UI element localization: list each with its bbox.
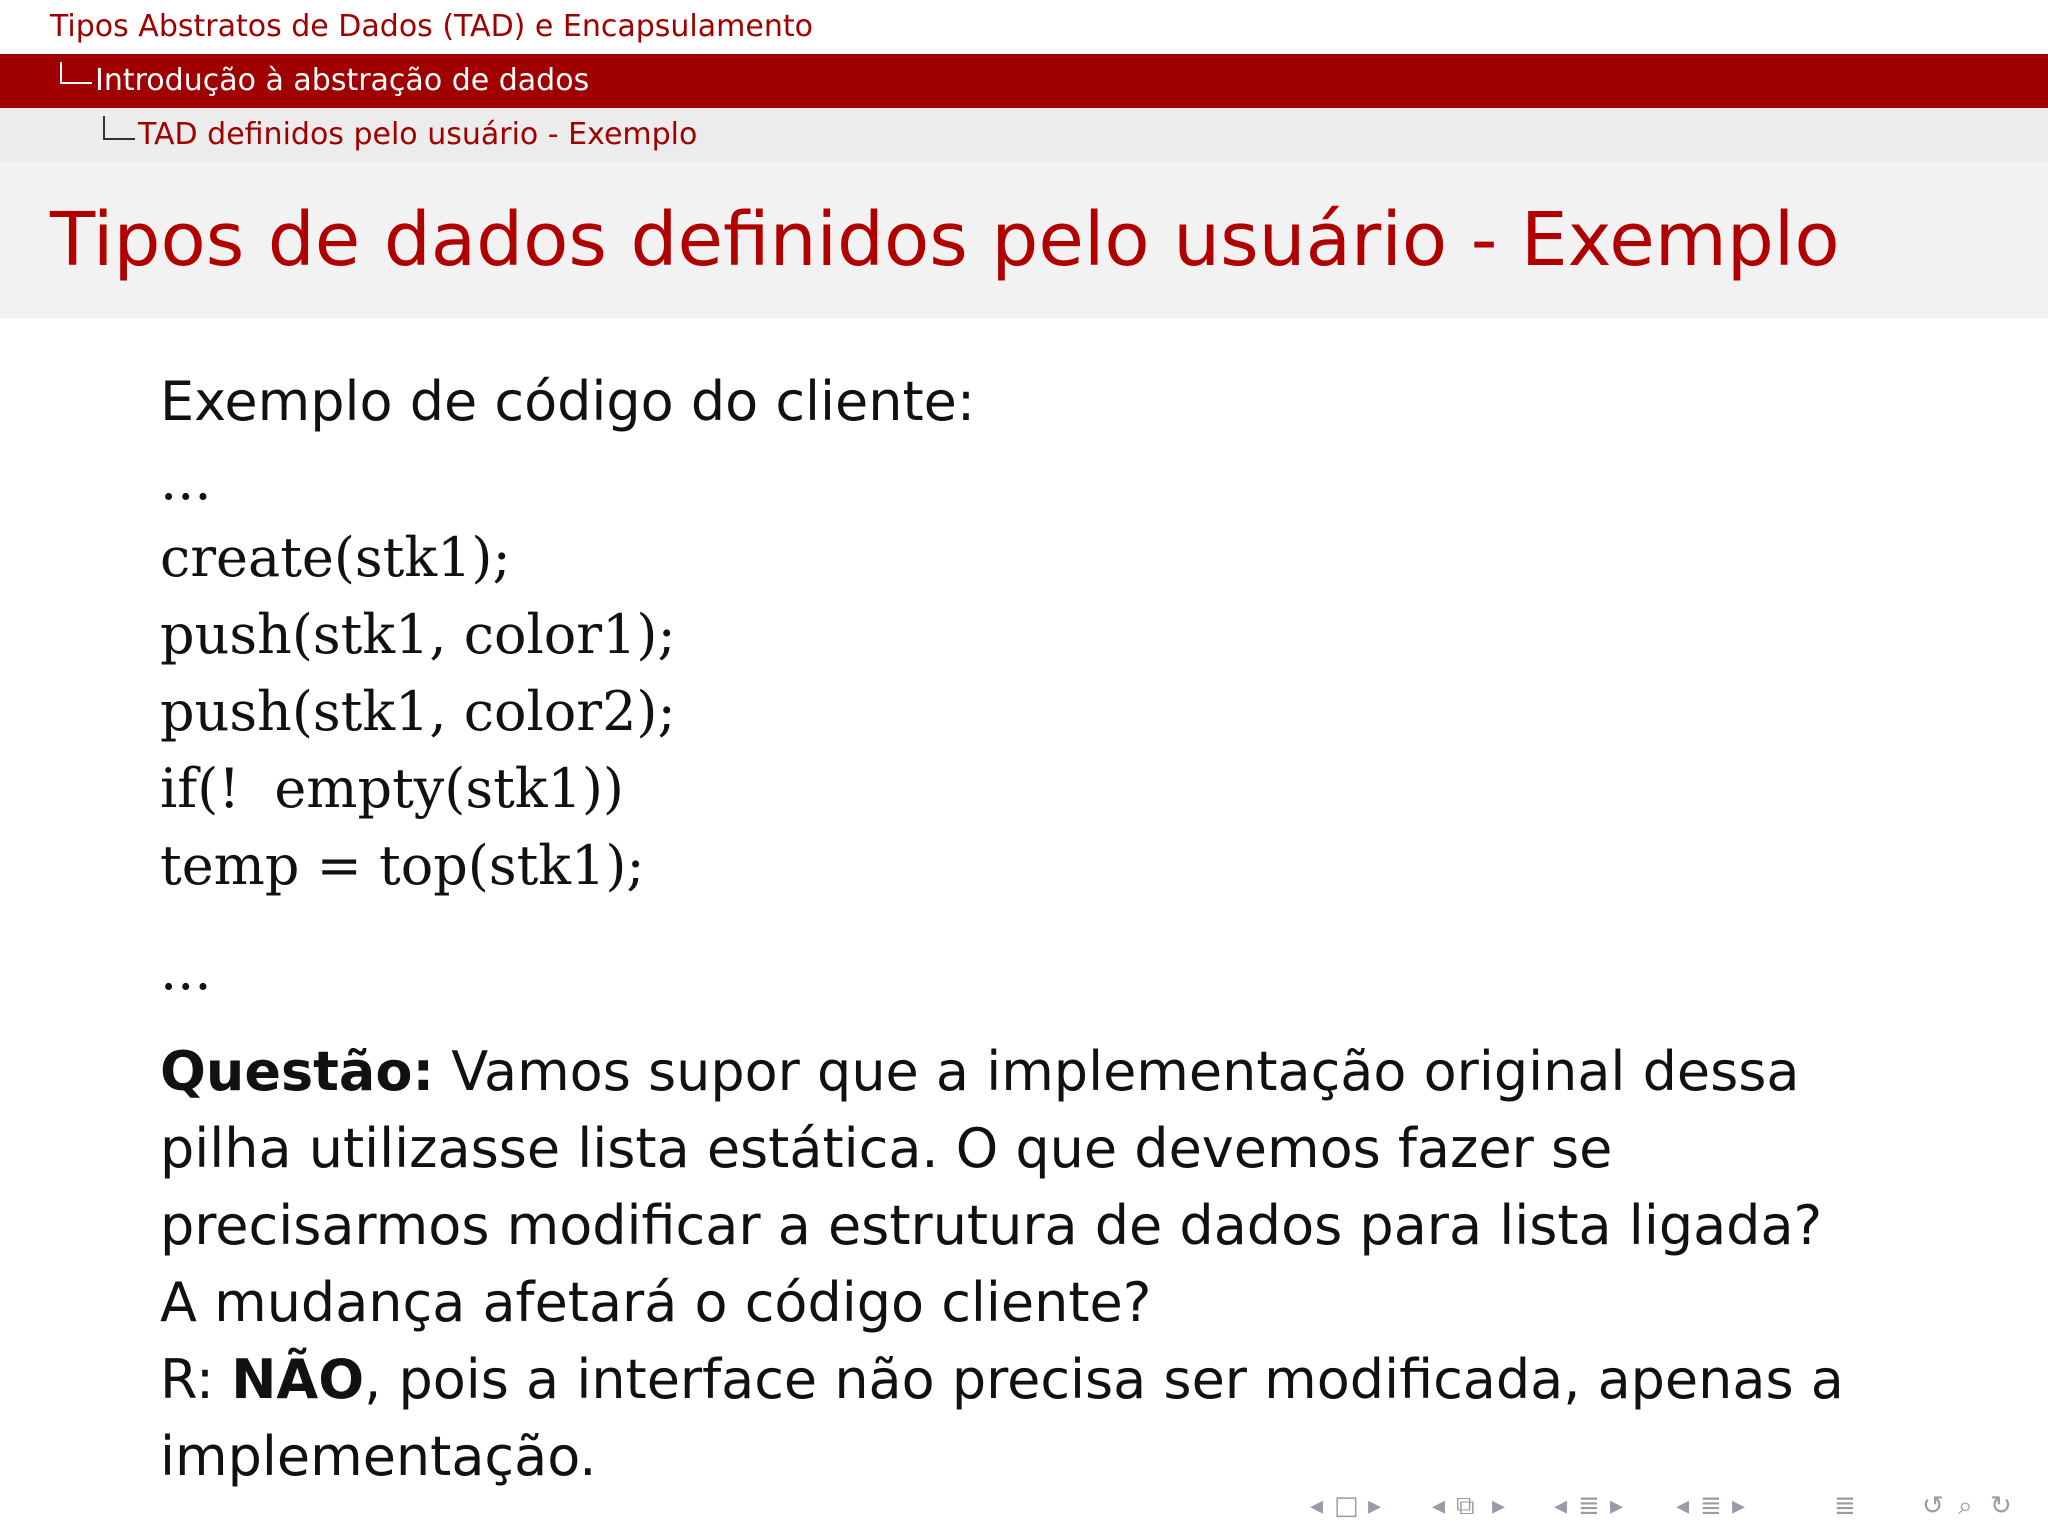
code-block xyxy=(160,442,1960,1009)
nav-prev-section-icon[interactable]: ◂ xyxy=(1554,1491,1568,1521)
header-section-row xyxy=(0,0,2048,54)
nav-toc-icon[interactable]: ≣ xyxy=(1834,1491,1856,1521)
nav-forward-icon[interactable]: ↻ xyxy=(1990,1491,2012,1521)
header-section-link[interactable]: Tipos Abstratos de Dados (TAD) e Encapsulamento xyxy=(50,9,813,44)
frame-title-band xyxy=(0,162,2048,318)
nav-next-subsection-icon[interactable]: ▸ xyxy=(1492,1491,1506,1521)
nav-next-frame-icon[interactable]: ▸ xyxy=(1368,1491,1382,1521)
slide-body xyxy=(160,362,1960,1495)
nav-frame-icon[interactable]: □ xyxy=(1334,1491,1359,1521)
answer-paragraph xyxy=(160,1341,1860,1495)
header-subsection-link[interactable]: Introdução à abstração de dados xyxy=(95,63,590,98)
question-label: Questão: xyxy=(160,1040,435,1103)
tree-connector xyxy=(103,116,135,140)
code-line: push(stk1, color1); xyxy=(160,603,676,666)
code-line: ... xyxy=(160,449,212,512)
nav-section-icon[interactable]: ≣ xyxy=(1578,1491,1600,1521)
nav-back-icon[interactable]: ↺ xyxy=(1922,1491,1944,1521)
question-paragraph xyxy=(160,1033,1860,1341)
code-line: create(stk1); xyxy=(160,526,511,589)
code-line: temp = top(stk1); xyxy=(160,834,645,897)
nav-next-part-icon[interactable]: ▸ xyxy=(1732,1491,1746,1521)
intro-text: Exemplo de código do cliente: xyxy=(160,370,976,433)
nav-subsection-icon[interactable]: ⧉ xyxy=(1456,1491,1475,1521)
tree-connector xyxy=(60,62,92,84)
header-subsection-row xyxy=(0,54,2048,108)
code-line: push(stk1, color2); xyxy=(160,680,676,743)
code-line: if(! empty(stk1)) xyxy=(160,757,624,820)
question-text: Vamos supor que a implementação original dessa pilha utilizasse lista estática. O que devemos fazer se precisarmos modificar a estrutura de dados para lista ligada? A mudança afetará o código cliente? xyxy=(160,1040,1823,1334)
nav-prev-frame-icon[interactable]: ◂ xyxy=(1310,1491,1324,1521)
code-ellipsis: ... xyxy=(160,939,212,1002)
nav-search-icon[interactable]: ⌕ xyxy=(1958,1491,1973,1521)
answer-prefix: R: xyxy=(160,1348,232,1411)
nav-next-section-icon[interactable]: ▸ xyxy=(1610,1491,1624,1521)
nav-prev-subsection-icon[interactable]: ◂ xyxy=(1432,1491,1446,1521)
header-subsubsection-link[interactable]: TAD definidos pelo usuário - Exemplo xyxy=(138,117,698,152)
answer-text: , pois a interface não precisa ser modificada, apenas a implementação. xyxy=(160,1348,1844,1488)
answer-emphasis: NÃO xyxy=(231,1348,365,1411)
header-subsubsection-row xyxy=(0,108,2048,162)
beamer-nav-bar xyxy=(1310,1488,2030,1524)
nav-prev-part-icon[interactable]: ◂ xyxy=(1676,1491,1690,1521)
nav-part-icon[interactable]: ≣ xyxy=(1700,1491,1722,1521)
frame-title: Tipos de dados definidos pelo usuário - Exemplo xyxy=(50,197,1840,283)
